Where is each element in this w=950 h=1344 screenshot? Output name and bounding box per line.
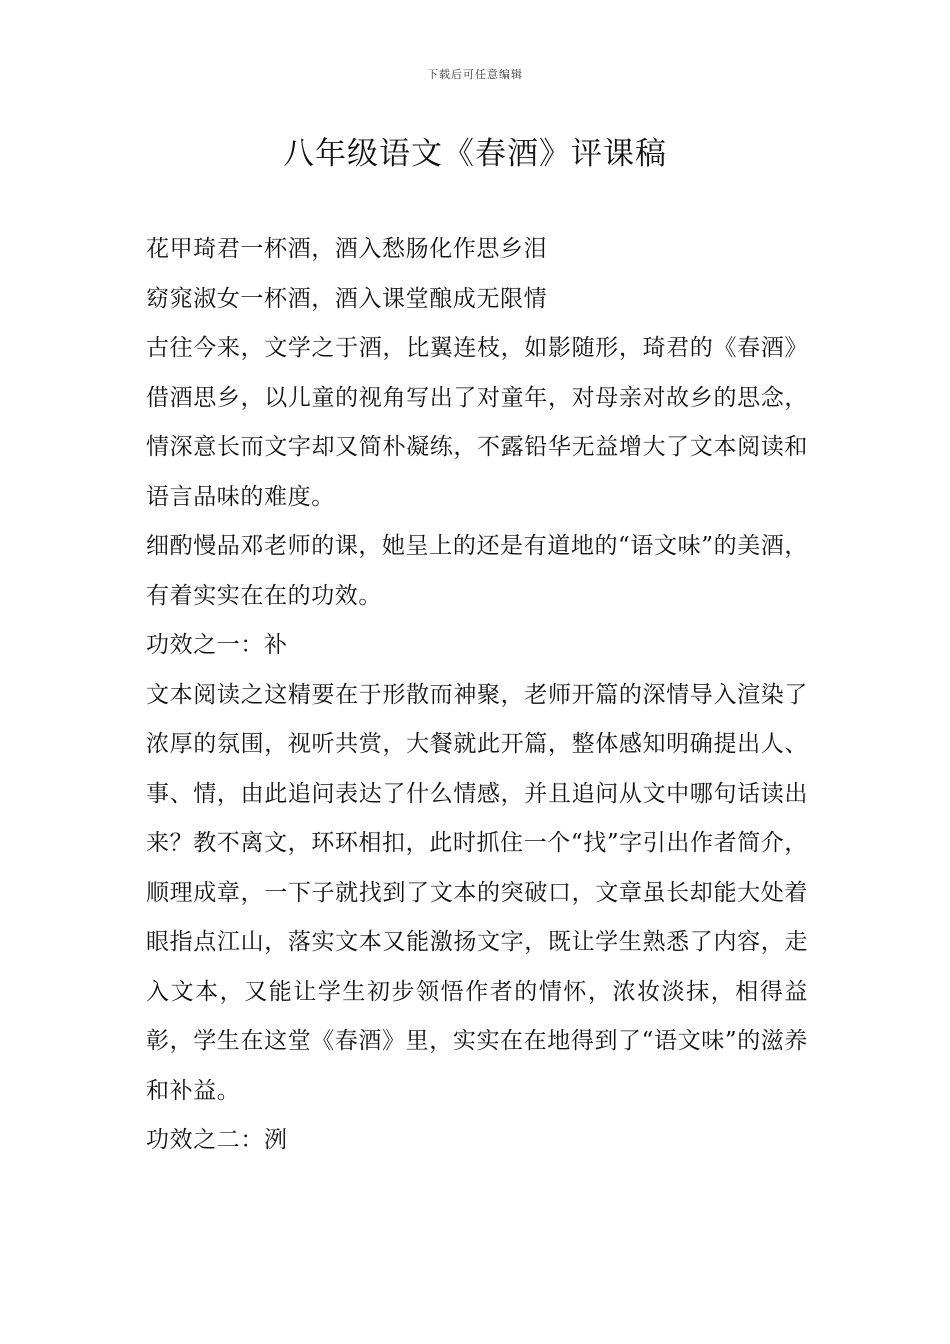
paragraph-intro: 古往今来，文学之于酒，比翼连枝，如影随形，琦君的《春酒》借酒思乡，以儿童的视角写出了对童年，对母亲对故乡的思念，情深意长而文字却又简朴凝练，不露铅华无益增大了文本阅读和语言品味的难度。 <box>146 335 808 510</box>
paragraph-verse-2: 窈窕淑女一杯酒，酒入课堂酿成无限情 <box>146 285 548 312</box>
header-note: 下载后可任意编辑 <box>427 68 523 81</box>
section-heading-2: 功效之二：洌 <box>146 1127 288 1153</box>
section-heading-1: 功效之一：补 <box>146 632 288 658</box>
paragraph-section-1: 文本阅读之这精要在于形散而神聚，老师开篇的深情导入渲染了浓厚的氛围，视听共赏，大餐就此开篇，整体感知明确提出人、事、情，由此追问表达了什么情感，并且追问从文中哪句话读出来？教不离文，环环相扣，此时抓住一个“找”字引出作者简介，顺理成章，一下子就找到了文本的突破口，文章虽长却能大处着眼指点江山，落实文本又能激扬文字，既让学生熟悉了内容，走入文本，又能让学生初步领悟作者的情怀，浓妆淡抹，相得益彰，学生在这堂《春酒》里，实实在在地得到了“语文味”的滋养和补益。 <box>146 681 808 1104</box>
paragraph-verse-1: 花甲琦君一杯酒，酒入愁肠化作思乡泪 <box>146 236 548 262</box>
paragraph-summary: 细酌慢品邓老师的课，她呈上的还是有道地的“语文味”的美酒，有着实实在在的功效。 <box>146 533 808 609</box>
document-title: 八年级语文《春酒》评课稿 <box>283 136 667 172</box>
document-body <box>146 225 808 1166</box>
